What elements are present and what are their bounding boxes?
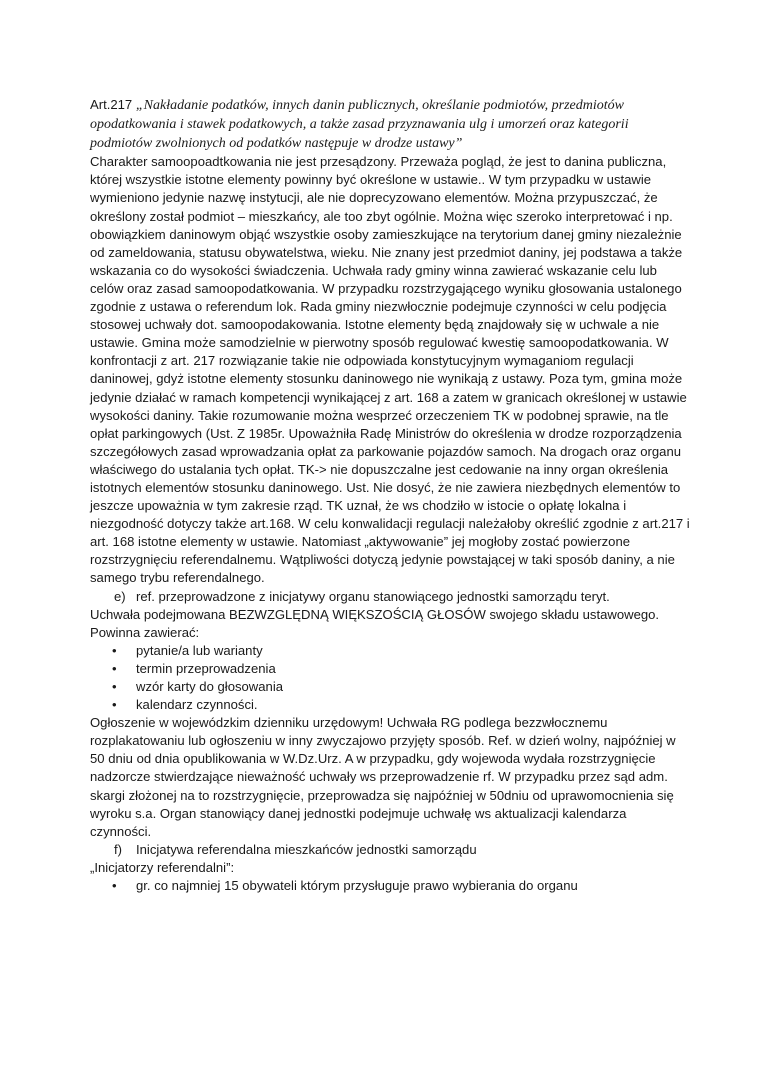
bullet-item: • pytanie/a lub warianty: [90, 642, 690, 660]
article-quote: „Nakładanie podatków, innych danin publicznych, określanie podmiotów, przedmiotów opodatkowania i stawek podatkowych, a także zasad przyznawania ulg i umorzeń oraz kategorii podmiotów zwolnionych od podatków następuje w drodze ustawy”: [90, 98, 629, 152]
article-number: Art.217: [90, 97, 133, 112]
bullet-icon: •: [112, 660, 117, 676]
bullet-list-e: [90, 642, 690, 714]
bullet-icon: •: [112, 679, 117, 694]
document-page: [90, 96, 690, 895]
bullet-icon: •: [112, 697, 117, 713]
list-item-f: [90, 841, 690, 859]
paragraph-2: Uchwała podejmowana BEZWZGLĘDNĄ WIĘKSZOŚCIĄ GŁOSÓW swojego składu ustawowego. Powinna zawierać:: [90, 606, 660, 640]
paragraph-3: Ogłoszenie w wojewódzkim dzienniku urzędowym! Uchwała RG podlega bezzwłocznemu rozplakatowaniu lub ogłoszeniu w inny zwyczajowo przyjęty sposób. Ref. w dzień wolny, najpóźniej w 50 dniu od dnia opublikowania w W.Dz.Urz. A w przypadku, gdy wojewoda wydała rozstrzygnięcie nadzorcze stwierdzające nieważność uchwały ws przeprowadzenie rf. W przypadku przez sąd adm. skargi złożonej na to rozstrzygnięcie, przeprowadza się najpóźniej w 50dniu od uprawomocnienia się wyroku s.a. Organ stanowiący danej jednostki podejmuje uchwałę ws aktualizacji kalendarza czynności.: [90, 715, 676, 839]
paragraph-1: Charakter samoopoadtkowania nie jest przesądzony. Przeważa pogląd, że jest to danina publiczna, której wszystkie istotne elementy powinny być określone w ustawie.. W tym przypadku w ustawie wymieniono jedynie nazwę instytucji, ale nie doprecyzowano elementów. Można przypuszczać, że określony został podmiot – mieszkańcy, ale too zbyt ogólnie. Można więc szeroko interpretować i np. obowiązkiem daninowym objąć wszystkie osoby zamieszkujące na terytorium danej gminy niezależnie od zameldowania, statusu obywatelstwa, wieku. Nie znany jest przedmiot daniny, jej podstawa a także wskazania co do wysokości świadczenia. Uchwała rady gminy winna zawierać wskazanie celu lub celów oraz zasad samoopodatkowania. W przypadku rozstrzygającego wyniku głosowania ustalonego zgodnie z ustawa o referendum lok. Rada gminy niezwłocznie podejmuje czynności w celu podjęcia stosowej uchwały dot. samoopodakowania. Istotne elementy będą znajdowały się w uchwale a nie ustawie. Gmina może samodzielnie w pierwotny sposób regulować kwestię samoopodatkowania. W konfrontacji z art. 217 rozwiązanie takie nie odpowiada konstytucyjnym wymaganiom regulacji daninowej, gdyż istotne elementy stosunku daninowego nie wynikają z ustawy. Poza tym, gmina może jedynie działać w ramach kompetencji wynikającej z art. 168 a zatem w granicach określonej w ustawie wysokości daniny. Takie rozumowanie można wesprzeć orzeczeniem TK w podobnej sprawie, na tle opłat parkingowych (Ust. Z 1985r. Upoważniła Radę Ministrów do określenia w drodze rozporządzenia szczegółowych zasad wprowadzania opłat za parkowanie pojazdów samoch. Na drogach oraz organu właściwego do ustalania tych opłat. TK-> nie dopuszczalne jest cedowanie na inny organ określenia istotnych elementów stosunku daninowego. Ust. Nie dosyć, że nie zawiera niezbędnych elementów to jeszcze upoważnia w tym zakresie rząd. TK uznał, że ws chodziło w istocie o opłatę lokalna i niezgodność dotyczy także art.168. W celu konwalidacji regulacji należałoby określić zgodnie z art.217 i art. 168 istotne elementy w ustawie. Natomiast „aktywowanie” jej mogłoby zostać powierzone rozstrzygnięciu referendalnemu. Wątpliwości dotyczą jedynie powstającej w taki sposób daniny, a nie samego trybu referendalnego.: [90, 154, 690, 586]
bullet-list-f: [90, 877, 690, 895]
bullet-icon: •: [112, 642, 117, 658]
article-intro: [90, 96, 690, 153]
paragraph-4: „Inicjatorzy referendalni”:: [90, 859, 235, 875]
list-item-e: [90, 588, 690, 606]
bullet-item: • gr. co najmniej 15 obywateli którym przysługuje prawo wybierania do organu: [90, 877, 690, 895]
list-item-e-text: ref. przeprowadzone z inicjatywy organu stanowiącego jednostki samorządu teryt.: [136, 588, 610, 604]
bullet-item: • termin przeprowadzenia: [90, 660, 690, 678]
bullet-item: • kalendarz czynności.: [90, 696, 690, 714]
bullet-icon: •: [112, 878, 117, 894]
list-item-f-letter: f): [114, 841, 122, 857]
bullet-item: • wzór karty do głosowania: [90, 678, 690, 696]
list-item-e-letter: e): [114, 588, 126, 604]
list-item-f-text: Inicjatywa referendalna mieszkańców jednostki samorządu: [136, 841, 477, 857]
